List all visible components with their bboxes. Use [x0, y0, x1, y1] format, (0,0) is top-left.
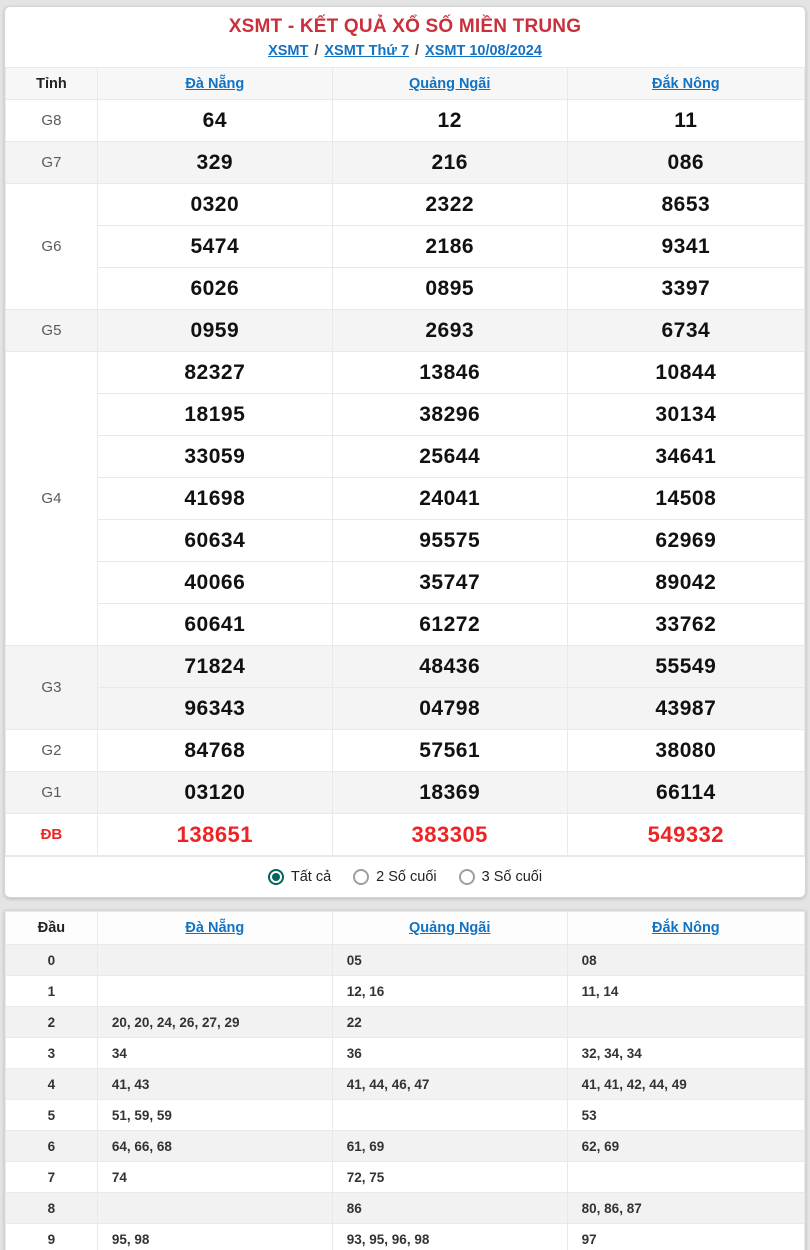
tail-digit: 5: [6, 1100, 98, 1131]
tail-digit: 3: [6, 1038, 98, 1069]
prize-number-cell: 6026: [97, 268, 332, 310]
prize-number-cell: 9341: [567, 226, 804, 268]
prize-label-g1: G1: [6, 772, 98, 814]
prize-row-g4: [6, 520, 805, 562]
prize-row-g6: [6, 184, 805, 226]
prize-number-cell: 2693: [332, 310, 567, 352]
prize-number-cell: 40066: [97, 562, 332, 604]
tail-values-cell: 61, 69: [332, 1131, 567, 1162]
prize-number-cell: 18195: [97, 394, 332, 436]
prize-number-cell: 33059: [97, 436, 332, 478]
prize-number-cell: 43987: [567, 688, 804, 730]
prize-number-cell: 138651: [97, 814, 332, 856]
tail-digit: 0: [6, 945, 98, 976]
prize-number-cell: 2186: [332, 226, 567, 268]
tail-row-4: [6, 1069, 805, 1100]
radio-option-2[interactable]: [459, 869, 542, 885]
radio-option-label: 2 Số cuối: [376, 869, 437, 885]
tail-values-cell: 32, 34, 34: [567, 1038, 804, 1069]
results-table: [5, 67, 805, 856]
prize-row-g3: [6, 646, 805, 688]
prize-number-cell: 71824: [97, 646, 332, 688]
prize-number-cell: 10844: [567, 352, 804, 394]
page-title: XSMT - KẾT QUẢ XỔ SỐ MIỀN TRUNG: [228, 16, 582, 37]
radio-dot: [272, 873, 280, 881]
prize-number-cell: 30134: [567, 394, 804, 436]
tail-values-cell: 41, 41, 42, 44, 49: [567, 1069, 804, 1100]
prize-row-g2: [6, 730, 805, 772]
breadcrumb-link-1[interactable]: XSMT Thứ 7: [324, 43, 409, 59]
tail-values-cell: 64, 66, 68: [97, 1131, 332, 1162]
prize-number-cell: 64: [97, 100, 332, 142]
prize-number-cell: 41698: [97, 478, 332, 520]
tail-row-2: [6, 1007, 805, 1038]
tail-values-cell: 41, 44, 46, 47: [332, 1069, 567, 1100]
prize-number-cell: 086: [567, 142, 804, 184]
prize-row-g4: [6, 352, 805, 394]
tail-values-cell: [97, 976, 332, 1007]
tail-digit: 6: [6, 1131, 98, 1162]
prize-number-cell: 0895: [332, 268, 567, 310]
breadcrumb-link-2[interactable]: XSMT 10/08/2024: [425, 43, 542, 59]
prize-number-cell: 96343: [97, 688, 332, 730]
tail-values-cell: 93, 95, 96, 98: [332, 1224, 567, 1250]
tail-row-7: [6, 1162, 805, 1193]
prize-number-cell: 38080: [567, 730, 804, 772]
tail-values-cell: 20, 20, 24, 26, 27, 29: [97, 1007, 332, 1038]
prize-number-cell: 13846: [332, 352, 567, 394]
prize-number-cell: 216: [332, 142, 567, 184]
tails-card: [4, 910, 806, 1250]
prize-number-cell: 14508: [567, 478, 804, 520]
tail-values-cell: 41, 43: [97, 1069, 332, 1100]
prize-number-cell: 6734: [567, 310, 804, 352]
radio-dot: [463, 873, 471, 881]
tail-values-cell: 51, 59, 59: [97, 1100, 332, 1131]
prize-number-cell: 34641: [567, 436, 804, 478]
prize-row-đb: [6, 814, 805, 856]
prize-row-g4: [6, 604, 805, 646]
tail-digit: 1: [6, 976, 98, 1007]
prize-label-đb: ĐB: [6, 814, 98, 856]
prize-number-cell: 2322: [332, 184, 567, 226]
results-province-link-3[interactable]: Đắk Nông: [651, 75, 720, 92]
prize-label-g3: G3: [6, 646, 98, 730]
tail-digit: 4: [6, 1069, 98, 1100]
tail-values-cell: 72, 75: [332, 1162, 567, 1193]
prize-number-cell: 549332: [567, 814, 804, 856]
radio-option-label: Tất cả: [290, 869, 332, 885]
prize-number-cell: 38296: [332, 394, 567, 436]
prize-number-cell: 0320: [97, 184, 332, 226]
prize-label-g4: G4: [6, 352, 98, 646]
prize-label-g6: G6: [6, 184, 98, 310]
prize-number-cell: 383305: [332, 814, 567, 856]
breadcrumb-separator: /: [415, 43, 420, 59]
tail-values-cell: [97, 945, 332, 976]
breadcrumb-separator: /: [314, 43, 319, 59]
prize-row-g5: [6, 310, 805, 352]
tail-digit: 7: [6, 1162, 98, 1193]
results-province-link-2[interactable]: Quảng Ngãi: [409, 75, 491, 92]
tail-values-cell: 95, 98: [97, 1224, 332, 1250]
prize-number-cell: 04798: [332, 688, 567, 730]
tail-row-9: [6, 1224, 805, 1250]
prize-row-g4: [6, 562, 805, 604]
prize-number-cell: 35747: [332, 562, 567, 604]
prize-number-cell: 33762: [567, 604, 804, 646]
tail-row-8: [6, 1193, 805, 1224]
prize-number-cell: 18369: [332, 772, 567, 814]
tail-values-cell: [332, 1100, 567, 1131]
prize-label-g8: G8: [6, 100, 98, 142]
tail-digit: 8: [6, 1193, 98, 1224]
tail-digit: 9: [6, 1224, 98, 1250]
tails-table-body: [6, 945, 805, 1250]
prize-row-g6: [6, 268, 805, 310]
tails-header-province-3: [567, 912, 804, 945]
prize-number-cell: 329: [97, 142, 332, 184]
tails-header-province-2: [332, 912, 567, 945]
results-table-header: [6, 68, 805, 100]
tail-values-cell: [567, 1007, 804, 1038]
prize-number-cell: 89042: [567, 562, 804, 604]
tail-values-cell: 86: [332, 1193, 567, 1224]
tails-table: [5, 911, 805, 1250]
results-province-link-1[interactable]: Đà Nẵng: [185, 75, 245, 92]
prize-row-g3: [6, 688, 805, 730]
radio-selected-icon: [268, 869, 284, 885]
tails-table-header: [6, 912, 805, 945]
tail-row-6: [6, 1131, 805, 1162]
tail-values-cell: 62, 69: [567, 1131, 804, 1162]
tail-row-3: [6, 1038, 805, 1069]
tail-values-cell: 12, 16: [332, 976, 567, 1007]
tail-digit: 2: [6, 1007, 98, 1038]
prize-row-g7: [6, 142, 805, 184]
tails-header-province-1: [97, 912, 332, 945]
results-header-first: Tỉnh: [6, 68, 98, 100]
prize-number-cell: 84768: [97, 730, 332, 772]
prize-number-cell: 55549: [567, 646, 804, 688]
prize-number-cell: 12: [332, 100, 567, 142]
prize-label-g5: G5: [6, 310, 98, 352]
prize-number-cell: 62969: [567, 520, 804, 562]
prize-number-cell: 25644: [332, 436, 567, 478]
tails-province-link-3[interactable]: Đắk Nông: [651, 920, 720, 936]
prize-number-cell: 48436: [332, 646, 567, 688]
prize-row-g1: [6, 772, 805, 814]
results-card: [4, 6, 806, 898]
prize-row-g4: [6, 436, 805, 478]
prize-number-cell: 60634: [97, 520, 332, 562]
tails-province-link-2[interactable]: Quảng Ngãi: [409, 920, 491, 936]
prize-number-cell: 82327: [97, 352, 332, 394]
tail-values-cell: [97, 1193, 332, 1224]
tail-row-5: [6, 1100, 805, 1131]
prize-number-cell: 03120: [97, 772, 332, 814]
radio-option-1[interactable]: [353, 869, 436, 885]
prize-number-cell: 57561: [332, 730, 567, 772]
prize-number-cell: 5474: [97, 226, 332, 268]
tail-row-0: [6, 945, 805, 976]
radio-option-label: 3 Số cuối: [481, 869, 543, 885]
prize-number-cell: 8653: [567, 184, 804, 226]
tail-values-cell: 36: [332, 1038, 567, 1069]
tail-values-cell: 05: [332, 945, 567, 976]
prize-number-cell: 24041: [332, 478, 567, 520]
prize-row-g6: [6, 226, 805, 268]
prize-row-g4: [6, 394, 805, 436]
tail-values-cell: 97: [567, 1224, 804, 1250]
prize-label-g2: G2: [6, 730, 98, 772]
results-header-province-1: [97, 68, 332, 100]
tail-values-cell: 74: [97, 1162, 332, 1193]
tail-values-cell: 80, 86, 87: [567, 1193, 804, 1224]
tail-row-1: [6, 976, 805, 1007]
tail-values-cell: 08: [567, 945, 804, 976]
prize-number-cell: 3397: [567, 268, 804, 310]
prize-label-g7: G7: [6, 142, 98, 184]
prize-number-cell: 61272: [332, 604, 567, 646]
tail-values-cell: 53: [567, 1100, 804, 1131]
tail-values-cell: 22: [332, 1007, 567, 1038]
results-table-body: [6, 100, 805, 856]
prize-row-g8: [6, 100, 805, 142]
breadcrumb-link-0[interactable]: XSMT: [268, 43, 309, 59]
radio-dot: [357, 873, 365, 881]
radio-option-0[interactable]: [268, 869, 331, 885]
radio-unselected-icon: [353, 869, 369, 885]
results-header-province-3: [567, 68, 804, 100]
radio-unselected-icon: [459, 869, 475, 885]
prize-number-cell: 66114: [567, 772, 804, 814]
breadcrumb: [5, 40, 805, 67]
tail-values-cell: 11, 14: [567, 976, 804, 1007]
prize-number-cell: 95575: [332, 520, 567, 562]
prize-number-cell: 0959: [97, 310, 332, 352]
results-header-province-2: [332, 68, 567, 100]
tail-values-cell: [567, 1162, 804, 1193]
tails-header-first: Đầu: [6, 912, 98, 945]
filter-radio-group: [5, 856, 805, 897]
prize-number-cell: 11: [567, 100, 804, 142]
prize-number-cell: 60641: [97, 604, 332, 646]
tails-province-link-1[interactable]: Đà Nẵng: [185, 920, 245, 936]
prize-row-g4: [6, 478, 805, 520]
tail-values-cell: 34: [97, 1038, 332, 1069]
